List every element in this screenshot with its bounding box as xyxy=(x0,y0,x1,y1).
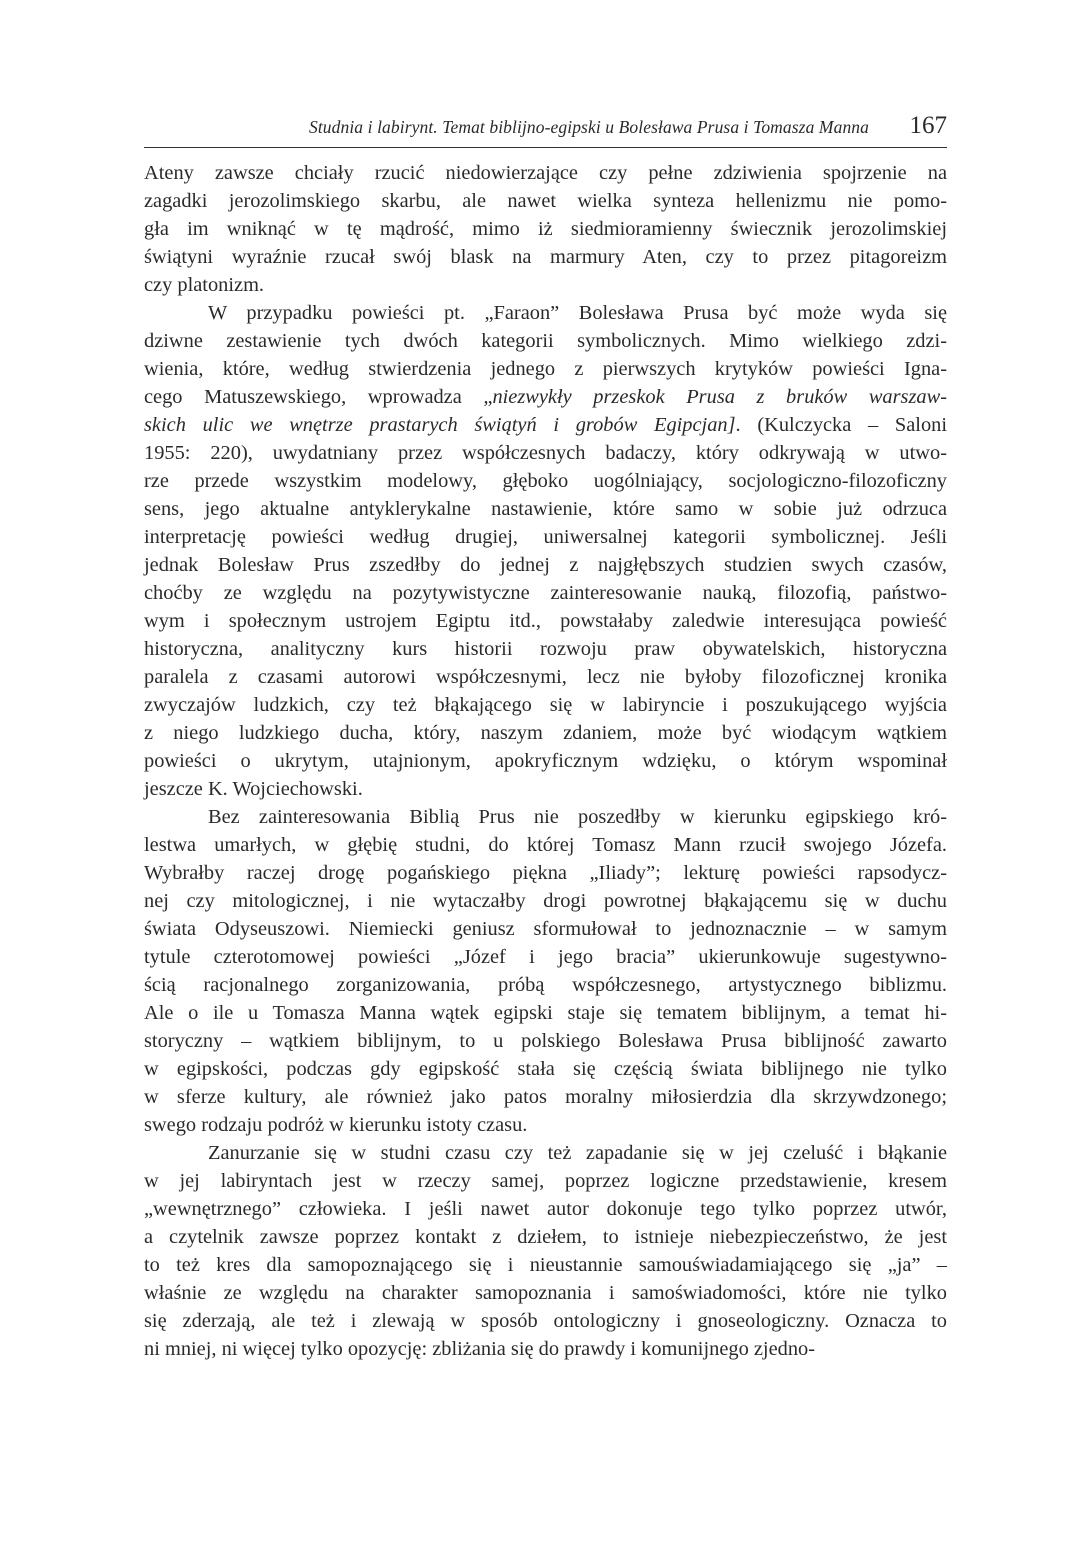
text-line xyxy=(144,579,947,607)
text-line: świata Odyseuszowi. Niemiecki geniusz sformułował to jednoznacznie – w samym xyxy=(144,918,947,940)
text-line: Ale o ile u Tomasza Manna wątek egipski staje się tematem biblijnym, a temat hi- xyxy=(144,1002,947,1024)
text-line xyxy=(144,719,947,747)
text-line: nej czy mitologicznej, i nie wytaczałby drogi powrotnej błąkającemu się w duchu xyxy=(144,890,947,912)
text-line: świątyni wyraźnie rzucał swój blask na marmury Aten, czy to przez pitagoreizm xyxy=(144,246,947,268)
text-span: paralela z czasami autorowi współczesnymi, lecz nie byłoby filozoficznej kronika xyxy=(144,666,947,688)
text-line: ni mniej, ni więcej tylko opozycję: zbliżania się do prawdy i komunijnego zjedno- xyxy=(144,1338,816,1360)
text-line: Wybrałby raczej drogę pogańskiego piękna „Iliady”; lekturę powieści rapsodycz- xyxy=(144,862,947,884)
text-span: cego Matuszewskiego, wprowadza „ xyxy=(144,386,493,408)
text-line: gła im wniknąć w tę mądrość, mimo iż siedmioramienny świecznik jerozolimskiej xyxy=(144,218,947,240)
text-span: sens, jego aktualne antyklerykalne nastawienie, które samo w sobie już odrzuca xyxy=(144,498,947,520)
text-span: historyczna, analityczny kurs historii rozwoju praw obywatelskich, historyczna xyxy=(144,638,947,660)
text-line: w jej labiryntach jest w rzeczy samej, poprzez logiczne przedstawienie, kresem xyxy=(144,1170,947,1192)
text-line xyxy=(144,439,947,467)
text-span: z niego ludzkiego ducha, który, naszym zdaniem, może być wiodącym wątkiem xyxy=(144,722,947,744)
text-span: . (Kulczycka – Saloni xyxy=(735,414,947,436)
text-line: w sferze kultury, ale również jako patos moralny miłosierdzia dla skrzywdzonego; xyxy=(144,1086,947,1108)
text-line: a czytelnik zawsze poprzez kontakt z dziełem, to istnieje niebezpieczeństwo, że jest xyxy=(144,1226,947,1248)
text-span: rze przede wszystkim modelowy, głęboko uogólniający, socjologiczno-filozoficzny xyxy=(144,470,947,492)
text-line xyxy=(144,663,947,691)
text-line xyxy=(144,607,947,635)
text-span: choćby ze względu na pozytywistyczne zainteresowanie nauką, filozofią, państwo- xyxy=(144,582,947,604)
text-line: „wewnętrznego” człowieka. I jeśli nawet autor dokonuje tego tylko poprzez utwór, xyxy=(144,1198,947,1220)
text-line xyxy=(144,467,947,495)
italic-quote-span: skich ulic we wnętrze prastarych świątyń i grobów Egipcjan] xyxy=(144,414,736,436)
text-line: zagadki jerozolimskiego skarbu, ale nawet wielka synteza hellenizmu nie pomo- xyxy=(144,190,947,212)
text-line xyxy=(144,355,947,383)
text-line xyxy=(144,551,947,579)
running-title: Studnia i labirynt. Temat biblijno-egipski u Bolesława Prusa i Tomasza Manna xyxy=(308,117,869,137)
text-line: czy platonizm. xyxy=(144,274,265,296)
text-line: tytule czterotomowej powieści „Józef i jego bracia” ukierunkowuje sugestywno- xyxy=(144,946,947,968)
text-line: lestwa umarłych, w głębię studni, do której Tomasz Mann rzucił swojego Józefa. xyxy=(144,834,947,856)
text-line xyxy=(144,327,947,355)
text-line xyxy=(144,383,947,411)
text-line: storyczny – wątkiem biblijnym, to u polskiego Bolesława Prusa biblijność zawarto xyxy=(144,1030,947,1052)
text-line xyxy=(208,299,947,327)
text-span: powieści o ukrytym, utajnionym, apokryficznym wdzięku, o którym wspominał xyxy=(144,750,947,772)
text-span: wienia, które, według stwierdzenia jednego z pierwszych krytyków powieści Igna- xyxy=(144,358,947,380)
text-line: ścią racjonalnego zorganizowania, próbą współczesnego, artystycznego biblizmu. xyxy=(144,974,947,996)
text-line xyxy=(144,775,947,803)
text-span: jeszcze K. Wojciechowski. xyxy=(144,778,363,800)
text-line xyxy=(144,411,947,439)
italic-quote-span: niezwykły przeskok Prusa z bruków warszaw- xyxy=(492,386,948,408)
text-line xyxy=(144,747,947,775)
running-header xyxy=(144,113,947,148)
text-line xyxy=(144,523,947,551)
text-line: się zderzają, ale też i zlewają w sposób ontologiczny i gnoseologiczny. Oznacza to xyxy=(144,1310,947,1332)
text-line xyxy=(144,691,947,719)
text-span: dziwne zestawienie tych dwóch kategorii symbolicznych. Mimo wielkiego zdzi- xyxy=(144,330,947,352)
text-span: W przypadku powieści pt. „Faraon” Bolesława Prusa być może wyda się xyxy=(208,302,947,324)
text-line xyxy=(144,635,947,663)
text-line: w egipskości, podczas gdy egipskość stała się częścią świata biblijnego nie tylko xyxy=(144,1058,947,1080)
text-span: zwyczajów ludzkich, czy też błąkającego się w labiryncie i poszukującego wyjścia xyxy=(144,694,947,716)
text-line: Bez zainteresowania Biblią Prus nie poszedłby w kierunku egipskiego kró- xyxy=(208,806,947,828)
page-number: 167 xyxy=(909,112,947,139)
text-line xyxy=(144,495,947,523)
text-line: właśnie ze względu na charakter samopoznania i samoświadomości, które nie tylko xyxy=(144,1282,947,1304)
text-line: to też kres dla samopoznającego się i nieustannie samouświadamiającego się „ja” – xyxy=(144,1254,947,1276)
text-line: swego rodzaju podróż w kierunku istoty czasu. xyxy=(144,1114,528,1136)
text-line: Ateny zawsze chciały rzucić niedowierzające czy pełne zdziwienia spojrzenie na xyxy=(144,162,947,184)
text-span: 1955: 220), uwydatniany przez współczesnych badaczy, który odkrywają w utwo- xyxy=(144,442,947,464)
text-line: Zanurzanie się w studni czasu czy też zapadanie się w jej czeluść i błąkanie xyxy=(208,1142,947,1164)
text-span: jednak Bolesław Prus zszedłby do jednej z najgłębszych studzien swych czasów, xyxy=(144,554,947,576)
text-span: wym i społecznym ustrojem Egiptu itd., powstałaby zaledwie interesująca powieść xyxy=(144,610,947,632)
text-span: interpretację powieści według drugiej, uniwersalnej kategorii symbolicznej. Jeśli xyxy=(144,526,947,548)
